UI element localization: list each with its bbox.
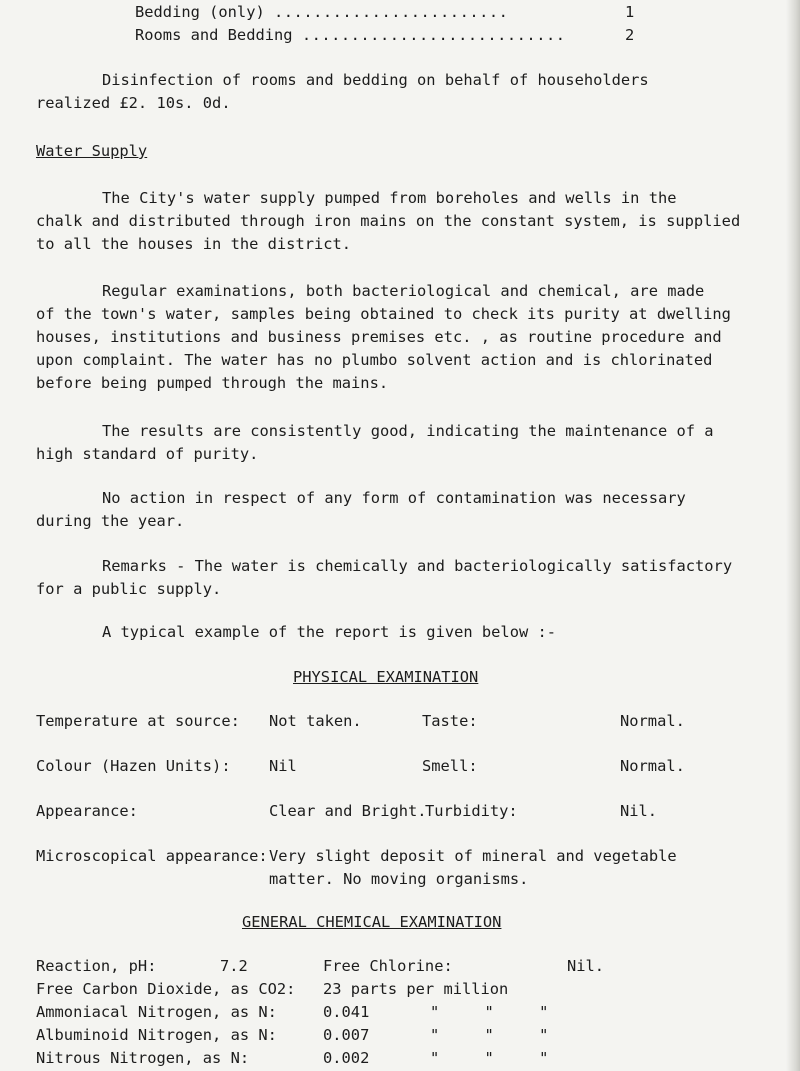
physical-value-2: Nil.	[620, 802, 658, 820]
top-row-value: 2	[625, 26, 635, 44]
disinfection-line-1: Disinfection of rooms and bedding on behalf of householders	[102, 71, 649, 89]
chemical-value: 0.002	[323, 1049, 370, 1067]
physical-label-2: Taste:	[422, 712, 478, 730]
paragraph-examinations: Regular examinations, both bacteriological and chemical, are made of the town's water, samples being obtained to check its purity at dwelling houses, institutions and business premises etc. , as routine procedure and upon complaint. The water has no plumbo solvent action and is chlorinated before being pumped through the mains.	[36, 282, 731, 392]
ditto-marks: " " "	[430, 1049, 567, 1067]
paragraph-water-source: The City's water supply pumped from boreholes and wells in the chalk and distributed through iron mains on the constant system, is supplied to all the houses in the district.	[36, 189, 741, 253]
water-supply-heading: Water Supply	[36, 142, 148, 160]
top-row-bedding	[135, 3, 508, 21]
leader-dots: ........................	[274, 3, 509, 21]
microscopical-line-1: Very slight deposit of mineral and vegetable	[269, 847, 677, 865]
chemical-label: Nitrous Nitrogen, as N:	[36, 1049, 250, 1067]
physical-label: Appearance:	[36, 802, 138, 820]
leader-dots: ...........................	[301, 26, 566, 44]
physical-examination-heading: PHYSICAL EXAMINATION	[293, 668, 479, 686]
chemical-value: 0.041	[323, 1003, 370, 1021]
physical-value-2: Normal.	[620, 712, 685, 730]
physical-value: Clear and Bright.	[269, 802, 427, 820]
chemical-value: 0.007	[323, 1026, 370, 1044]
paragraph-example-intro: A typical example of the report is given below :-	[102, 623, 557, 641]
top-row-rooms	[135, 26, 566, 44]
ditto-marks: " " "	[430, 1026, 567, 1044]
paragraph-no-action: No action in respect of any form of contamination was necessary during the year.	[36, 489, 686, 530]
physical-label-2: Smell:	[422, 757, 478, 775]
paragraph-remarks: Remarks - The water is chemically and bacteriologically satisfactory for a public supply.	[36, 557, 733, 598]
reaction-label: Reaction, pH:	[36, 957, 157, 975]
page-edge-shadow	[786, 0, 800, 1071]
physical-value: Not taken.	[269, 712, 362, 730]
chemical-label: Ammoniacal Nitrogen, as N:	[36, 1003, 277, 1021]
reaction-value: 7.2	[220, 957, 248, 975]
paragraph-results: The results are consistently good, indicating the maintenance of a high standard of purity.	[36, 422, 714, 463]
physical-value: Nil	[269, 757, 297, 775]
chemical-label: Albuminoid Nitrogen, as N:	[36, 1026, 277, 1044]
physical-label: Colour (Hazen Units):	[36, 757, 231, 775]
chemical-value: 23 parts per million	[323, 980, 509, 998]
microscopical-label: Microscopical appearance:	[36, 847, 268, 865]
disinfection-line-2: realized £2. 10s. 0d.	[36, 94, 231, 112]
chemical-examination-heading: GENERAL CHEMICAL EXAMINATION	[242, 913, 502, 931]
top-row-label: Rooms and Bedding	[135, 26, 293, 44]
physical-label: Temperature at source:	[36, 712, 240, 730]
ditto-marks: " " "	[430, 1003, 567, 1021]
top-row-label: Bedding (only)	[135, 3, 265, 21]
free-chlorine-label: Free Chlorine:	[323, 957, 453, 975]
free-chlorine-value: Nil.	[567, 957, 605, 975]
top-row-value: 1	[625, 3, 635, 21]
chemical-label: Free Carbon Dioxide, as CO2:	[36, 980, 296, 998]
physical-value-2: Normal.	[620, 757, 685, 775]
physical-label-2: Turbidity:	[425, 802, 518, 820]
microscopical-line-2: matter. No moving organisms.	[269, 870, 529, 888]
